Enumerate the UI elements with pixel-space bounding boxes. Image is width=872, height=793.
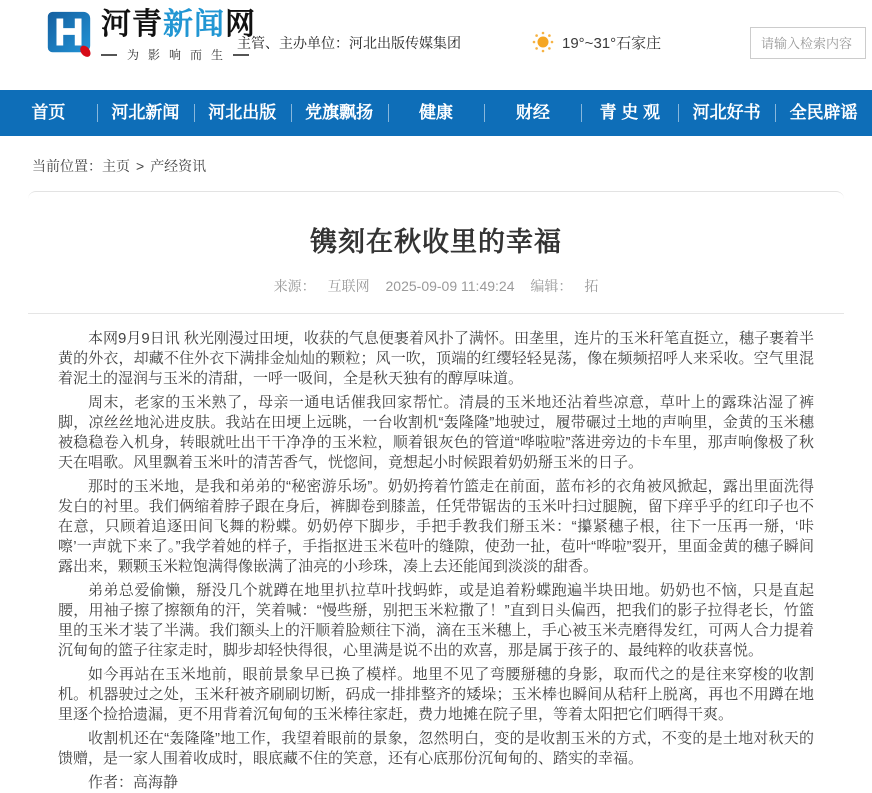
site-name-part3: 网	[225, 8, 256, 41]
weather-widget	[532, 31, 661, 53]
article-body	[28, 314, 844, 793]
breadcrumb-current-link[interactable]: 产经资讯	[150, 158, 207, 174]
tagline-text: 为影响而生	[126, 48, 232, 62]
article-paragraph: 如今再站在玉米地前，眼前景象早已换了模样。地里不见了弯腰掰穗的身影，取而代之的是往来穿梭的收割机。机器驶过之处，玉米秆被齐刷刷切断，码成一排排整齐的矮垛；玉米棒也瞬间从秸秆上脱离，再也不用蹲在地里逐个捡拾遗漏，更不用背着沉甸甸的玉米棒往家赶，费力地摊在院子里，等着太阳把它们晒得干爽。	[58, 666, 814, 723]
search-input[interactable]	[750, 27, 866, 59]
article-paragraph: 周末，老家的玉米熟了，母亲一通电话催我回家帮忙。清晨的玉米地还沾着些凉意，草叶上的露珠沾湿了裤脚，凉丝丝地沁进皮肤。我站在田埂上远眺，一台收割机“轰隆隆”地驶过，履带碾过土地的声响里，金黄的玉米穗被稳稳卷入机身，转眼就吐出干干净净的玉米粒，顺着银灰色的管道“哗啦啦”落进旁边的卡车里，那声响像极了秋天在唱歌。风里飘着玉米叶的清苦香气，恍惚间，竟想起小时候跟着奶奶掰玉米的日子。	[58, 394, 814, 471]
meta-editor-label: 编辑：	[530, 278, 573, 294]
meta-source-value: 互联网	[327, 278, 370, 294]
nav-link-history-view[interactable]: 青 史 观	[599, 103, 661, 122]
main-nav	[0, 90, 872, 136]
article-paragraph: 本网9月9日讯 秋光刚漫过田埂，收获的气息便裹着风扑了满怀。田垄里，连片的玉米秆笔直挺立，穗子裹着半黄的外衣，却藏不住外衣下满排金灿灿的颗粒；风一吹，顶端的红缨轻轻晃荡，像在频频招呼人来采收。空气里混着泥土的湿润与玉米的清甜，一呼一吸间，全是秋天独有的醇厚味道。	[58, 330, 814, 387]
breadcrumb-home-link[interactable]: 主页	[102, 158, 130, 174]
sponsor-text: 主管、主办单位：河北出版传媒集团	[237, 35, 461, 51]
article-paragraph: 那时的玉米地，是我和弟弟的“秘密游乐场”。奶奶挎着竹篮走在前面，蓝布衫的衣角被风掀起，露出里面洗得发白的衬里。我们俩缩着脖子跟在身后，裤脚卷到膝盖，任凭带锯齿的玉米叶扫过腿腕，留下痒乎乎的红印子也不在意，只顾着追逐田间飞舞的粉蝶。奶奶停下脚步，手把手教我们掰玉米：“攥紧穗子根，往下一压再一掰，‘咔嚓’一声就下来了。”我学着她的样子，手指抠进玉米苞叶的缝隙，使劲一扯，苞叶“哗啦”裂开，里面金黄的穗子瞬间露出来，颗颗玉米粒饱满得像嵌满了油亮的小珍珠，凑上去还能闻到淡淡的甜香。	[58, 478, 814, 575]
logo-text	[101, 7, 256, 63]
nav-link-party-flag[interactable]: 党旗飘扬	[305, 103, 374, 122]
nav-link-hebei-publishing[interactable]: 河北出版	[208, 103, 277, 122]
article-meta	[28, 276, 844, 314]
nav-item-rumor-refutation	[775, 90, 872, 136]
nav-item-party-flag	[291, 90, 388, 136]
nav-link-finance[interactable]: 财经	[515, 103, 550, 122]
nav-item-health	[388, 90, 485, 136]
nav-link-rumor-refutation[interactable]: 全民辟谣	[789, 103, 858, 122]
weather-text: 19°~31°石家庄	[562, 34, 662, 52]
tagline-right-dash	[233, 54, 249, 56]
nav-link-health[interactable]: 健康	[419, 103, 453, 122]
meta-source-label: 来源：	[273, 278, 316, 294]
sun-icon	[532, 31, 554, 53]
article-title: 镌刻在秋收里的幸福	[310, 227, 562, 257]
nav-item-finance	[484, 90, 581, 136]
nav-item-good-books	[678, 90, 775, 136]
nav-link-home[interactable]: 首页	[31, 103, 66, 122]
logo-tagline	[101, 46, 249, 63]
nav-link-good-books[interactable]: 河北好书	[692, 103, 761, 122]
breadcrumb	[0, 136, 872, 191]
article-paragraph: 弟弟总爱偷懒，掰没几个就蹲在地里扒拉草叶找蚂蚱，或是追着粉蝶跑遍半块田地。奶奶也不恼，只是直起腰，用袖子擦了擦额角的汗，笑着喊：“慢些掰，别把玉米粒撒了！”直到日头偏西，把我们的影子拉得老长，竹篮里的玉米才装了半满。我们额头上的汗顺着脸颊往下淌，滴在玉米穗上，手心被玉米壳磨得发红，可两人合力提着沉甸甸的篮子往家走时，脚步却轻快得很，心里满是说不出的欢喜，那是属于孩子的、最纯粹的收获喜悦。	[58, 582, 814, 659]
nav-item-home	[0, 90, 97, 136]
article-container	[28, 191, 844, 793]
nav-link-hebei-news[interactable]: 河北新闻	[111, 103, 180, 122]
nav-list	[0, 90, 872, 136]
nav-item-history-view	[581, 90, 678, 136]
site-logo[interactable]	[43, 7, 256, 63]
nav-item-hebei-publishing	[194, 90, 291, 136]
breadcrumb-label: 当前位置：	[32, 158, 102, 174]
site-name	[101, 7, 256, 43]
site-header	[0, 0, 872, 90]
site-name-part1: 河青	[101, 8, 163, 41]
meta-datetime: 2025-09-09 11:49:24	[385, 278, 515, 294]
tagline-left-dash	[101, 54, 117, 56]
search-box	[750, 27, 866, 59]
article-author: 作者：高海静	[88, 774, 179, 791]
breadcrumb-separator: >	[136, 158, 145, 174]
article-paragraph: 收割机还在“轰隆隆”地工作，我望着眼前的景象，忽然明白，变的是收割玉米的方式，不变的是土地对秋天的馈赠，是一家人围着收成时，眼底藏不住的笑意，还有心底那份沉甸甸的、踏实的幸福。	[58, 730, 814, 767]
meta-editor-value: 拓	[584, 278, 599, 294]
site-name-part2: 新闻	[163, 8, 225, 41]
nav-item-hebei-news	[97, 90, 194, 136]
logo-h-icon	[43, 7, 95, 59]
